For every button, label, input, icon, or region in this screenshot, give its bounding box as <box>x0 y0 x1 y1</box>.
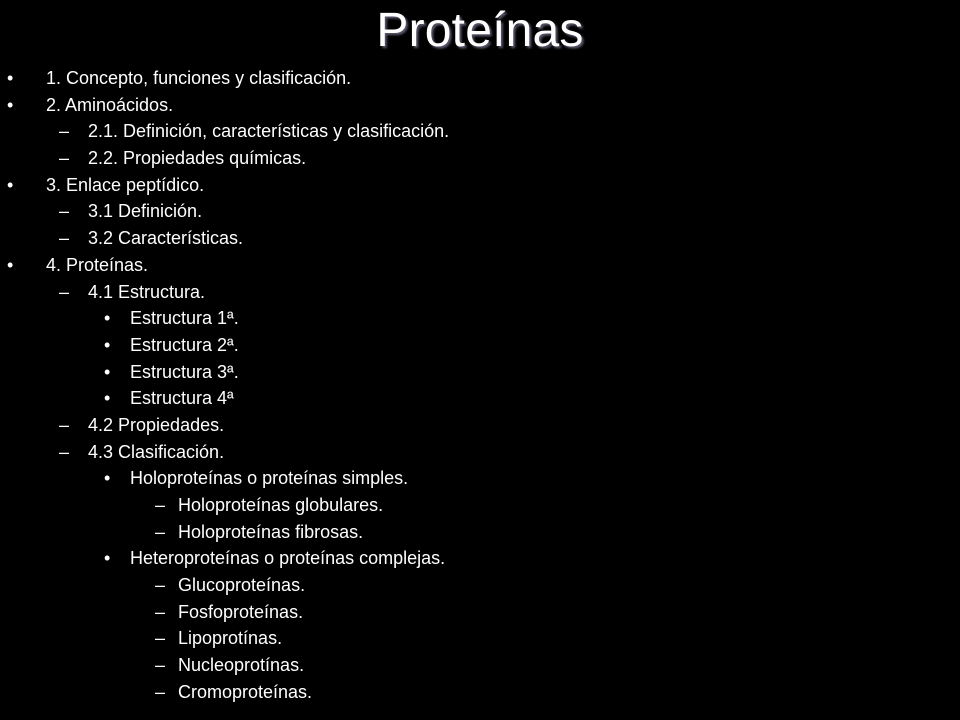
outline-item-text: 1. Concepto, funciones y clasificación. <box>46 68 352 88</box>
outline-item-level-3 <box>0 332 960 359</box>
outline-item-level-1 <box>0 252 960 279</box>
outline-item-text: 4.1 Estructura. <box>88 281 206 302</box>
outline-item-level-3 <box>0 305 960 332</box>
outline-item-text: 2.1. Definición, características y clasificación. <box>88 121 450 142</box>
outline-item-text: 4.2 Propiedades. <box>88 414 225 435</box>
outline-item-level-4 <box>0 599 960 626</box>
bullet-dash-icon: – <box>59 121 70 142</box>
bullet-dash-icon: – <box>155 521 166 542</box>
outline-item-text: 4. Proteínas. <box>46 254 149 275</box>
bullet-dot-icon: • <box>104 548 111 569</box>
outline-item-level-4 <box>0 572 960 599</box>
outline-item-text: 2. Aminoácidos. <box>46 94 174 115</box>
outline-item-text: Estructura 1ª. <box>130 308 239 329</box>
bullet-dot-icon: • <box>7 174 14 195</box>
bullet-dash-icon: – <box>59 441 70 462</box>
bullet-dash-icon: – <box>155 575 166 596</box>
bullet-dot-icon: • <box>7 254 14 275</box>
outline-item-text: 2.2. Propiedades químicas. <box>88 148 307 169</box>
outline-item-level-3 <box>0 545 960 572</box>
outline-item-text: 3. Enlace peptídico. <box>46 174 205 195</box>
outline-item-level-2 <box>0 225 960 252</box>
outline-item-text: Glucoproteínas. <box>178 575 306 596</box>
bullet-dash-icon: – <box>59 228 70 249</box>
outline-item-level-4 <box>0 679 960 706</box>
outline-item-level-2 <box>0 198 960 225</box>
outline-item-text: Fosfoproteínas. <box>178 601 304 622</box>
bullet-dash-icon: – <box>59 148 70 169</box>
outline-list <box>0 65 960 706</box>
slide-title: Proteínas <box>376 4 584 57</box>
outline-item-level-3 <box>0 465 960 492</box>
outline-item-level-2 <box>0 412 960 439</box>
outline-item-text: Holoproteínas o proteínas simples. <box>130 468 409 489</box>
bullet-dot-icon: • <box>7 94 14 115</box>
bullet-dash-icon: – <box>155 655 166 676</box>
outline-item-text: 3.1 Definición. <box>88 201 203 222</box>
outline-item-level-2 <box>0 145 960 172</box>
outline-item-level-3 <box>0 359 960 386</box>
outline-item-text: Holoproteínas fibrosas. <box>178 521 364 542</box>
outline-item-text: Estructura 2ª. <box>130 334 239 355</box>
outline-item-text: Cromoproteínas. <box>178 681 313 702</box>
outline-item-level-2 <box>0 279 960 306</box>
outline-item-text: Holoproteínas globulares. <box>178 495 384 515</box>
bullet-dash-icon: – <box>155 681 166 702</box>
bullet-dot-icon: • <box>104 361 111 382</box>
outline-item-text: 4.3 Clasificación. <box>88 441 225 462</box>
bullet-dot-icon: • <box>7 68 14 88</box>
outline-item-level-4 <box>0 492 960 519</box>
outline-item-level-1 <box>0 172 960 199</box>
bullet-dash-icon: – <box>155 601 166 622</box>
outline-item-level-1 <box>0 92 960 119</box>
outline-item-level-3 <box>0 385 960 412</box>
outline-item-level-2 <box>0 439 960 466</box>
outline-item-level-4 <box>0 625 960 652</box>
outline-item-level-4 <box>0 519 960 546</box>
bullet-dash-icon: – <box>59 414 70 435</box>
bullet-dot-icon: • <box>104 388 111 409</box>
bullet-dash-icon: – <box>155 495 166 515</box>
outline-item-text: Estructura 3ª. <box>130 361 239 382</box>
outline-item-level-1 <box>0 65 960 92</box>
bullet-dash-icon: – <box>59 201 70 222</box>
outline-item-text: Heteroproteínas o proteínas complejas. <box>130 548 446 569</box>
bullet-dot-icon: • <box>104 468 111 489</box>
bullet-dot-icon: • <box>104 308 111 329</box>
bullet-dot-icon: • <box>104 334 111 355</box>
outline-item-text: 3.2 Características. <box>88 228 244 249</box>
bullet-dash-icon: – <box>59 281 70 302</box>
outline-item-text: Lipoprotínas. <box>178 628 283 649</box>
outline-item-text: Estructura 4ª <box>130 388 234 409</box>
bullet-dash-icon: – <box>155 628 166 649</box>
outline-item-level-2 <box>0 118 960 145</box>
outline-item-level-4 <box>0 652 960 679</box>
outline-item-text: Nucleoprotínas. <box>178 655 305 676</box>
